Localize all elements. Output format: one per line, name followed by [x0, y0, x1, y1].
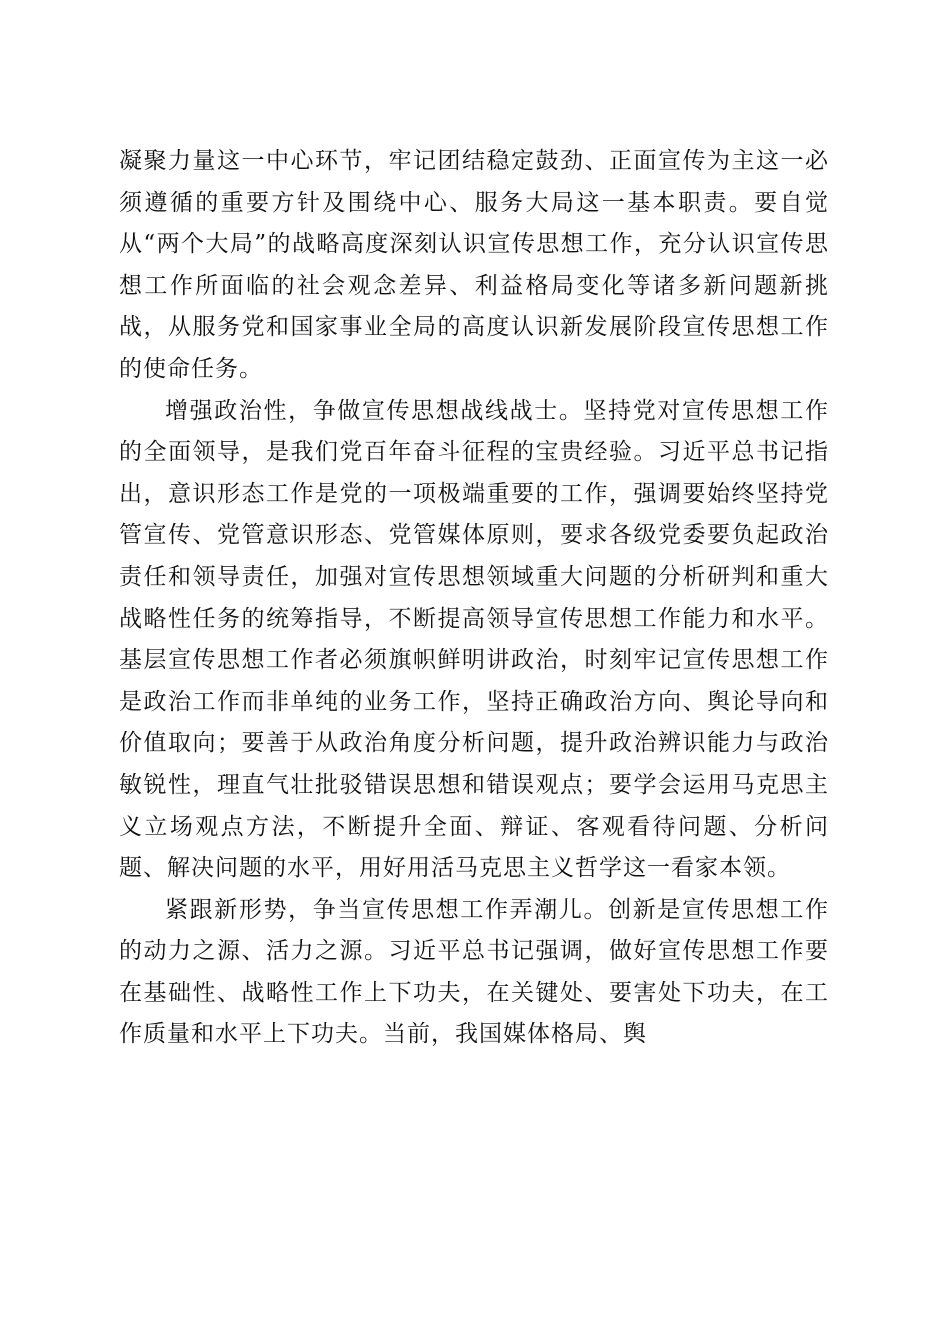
- paragraph-2: 增强政治性，争做宣传思想战线战士。坚持党对宣传思想工作的全面领导，是我们党百年奋斗征程的宝贵经验。习近平总书记指出，意识形态工作是党的一项极端重要的工作，强调要始终坚持党管宣传、党管意识形态、党管媒体原则，要求各级党委要负起政治责任和领导责任，加强对宣传思想领域重大问题的分析研判和重大战略性任务的统筹指导，不断提高领导宣传思想工作能力和水平。基层宣传思想工作者必须旗帜鲜明讲政治，时刻牢记宣传思想工作是政治工作而非单纯的业务工作，坚持正确政治方向、舆论导向和价值取向；要善于从政治角度分析问题，提升政治辨识能力与政治敏锐性，理直气壮批驳错误思想和错误观点；要学会运用马克思主义立场观点方法，不断提升全面、辩证、客观看待问题、分析问题、解决问题的水平，用好用活马克思主义哲学这一看家本领。: [119, 397, 829, 882]
- paragraph-1: 凝聚力量这一中心环节，牢记团结稳定鼓劲、正面宣传为主这一必须遵循的重要方针及围绕中心、服务大局这一基本职责。要自觉从“两个大局”的战略高度深刻认识宣传思想工作，充分认识宣传思想工作所面临的社会观念差异、利益格局变化等诸多新问题新挑战，从服务党和国家事业全局的高度认识新发展阶段宣传思想工作的使命任务。: [119, 148, 829, 382]
- paragraph-3: 紧跟新形势，争当宣传思想工作弄潮儿。创新是宣传思想工作的动力之源、活力之源。习近平总书记强调，做好宣传思想工作要在基础性、战略性工作上下功夫，在关键处、要害处下功夫，在工作质量和水平上下功夫。当前，我国媒体格局、舆: [119, 896, 829, 1048]
- document-body: [119, 141, 829, 1056]
